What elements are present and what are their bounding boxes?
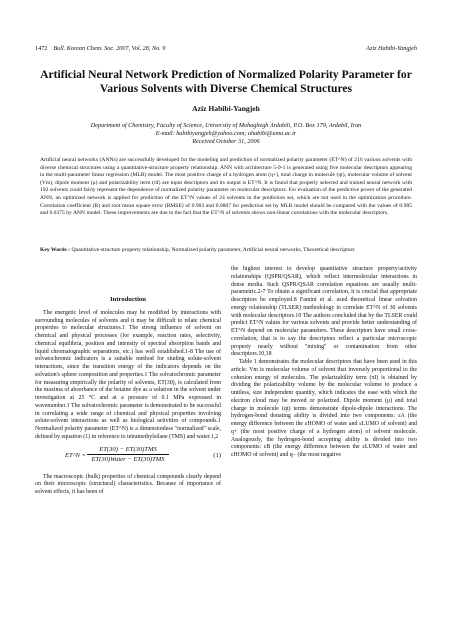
intro-paragraph-1: The energetic level of molecules may be modified by interactions with surrounding molecules of solvents and it may be difficult to relate chemical properties to molecular structures.1 The strong influence of solvent on chemical and physical processes (for example, reaction rates, selectivity, chemical equilibria, position and intensity of spectral absorption bands and liquid chromatographic separations, etc.) has well established.1-8 The use of solvatochromic indicators is a suitable method for studing solute-solvent interactions, since the transition energy of the indicators depends on the solvation's sphere composition and properties.1 The solvatochromic parameter for measuring empirically the polarity of solvents, ET(30), is calculated from the maxima of absorbance of the betaine dye as a solution in the solvent under investigation at 25 °C and at a pressure of 0.1 MPa expressed in wavenumber.1 The solvatochromic parameter is demonstrated to be successful in correlating a wide range of chemical and physical properties involving solute-solvent interactions as well as biological activities of compounds.1 Normalized polarity parameter (ET^N) is a dimensionless "normalized" scale, defined by equation (1) in reference to tetramethylsilane (TMS) and water.1,2 <box>35 309 221 440</box>
equation-lhs: ET^N = <box>65 451 86 459</box>
running-header <box>35 44 417 54</box>
right-paragraph-2: Table 1 demonstrates the molecular descriptors that have been used in this article. Vm is molecular volume of solvent that inversely proportional to the cohesion energy of molecules. The polarizability term (πI) is obtained by dividing the polarizability volume by the molecular volume to produce a unitless, size independent quantity, which indicates the ease with which the electron cloud may be moved or polarized. Dipole moment (μ) and total charge in molecule (qt) terms demonstrate dipole-dipole interactions. The hydrogen-bond donating ability is divided into two components: εA (the energy difference between the εHOMO of water and εLUMO of solvent) and q+ (the most positive charge of a hydrogen atom) of solvent molecule. Analogously, the hydrogen-bond accepting ability is divided into two components: εB (the energy difference between the εLUMO of water and εHOMO of solvent) and q− (the most negative <box>231 359 417 458</box>
affiliation <box>40 122 412 146</box>
equation-denominator: ET(30)Water − ET(30)TMS <box>91 456 165 464</box>
affiliation-institution: Department of Chemistry, Faculty of Science, University of Mohaghegh Ardabili, P.O. Box 179, Ardabil, Iran <box>90 122 362 129</box>
keywords-text: Quantitative-structure property relationship, Normalized polarity parameter, Artificial neural networks, Theoretical descriptors <box>71 247 355 253</box>
right-paragraph-1: the highest interest to develop quantitative structure property/activity relationships (QSPR/QSAR), which reflect intermolecular interactions in dense media. Such QSPR/QSAR correlation equations are usually multi-parametric.2-7 To obtain a significant correlation, it is crucial that appropriate descriptors be employed.8 Famini et al. used theoretical linear solvation energy relationship (TLSER) methodology to correlate ET^N of 30 solvents with molecular descriptors.10 The authors concluded that by the TLSER could predict ET^N values for various solvents and provide better understanding of ET^N depend on molecular parameters. These descriptors have small cross-correlation, that is to say the descriptors reflect a particular microscopic property nearly without "mixing" or contamination from other descriptors.10,18 <box>231 266 417 358</box>
abstract: Artificial neural networks (ANNs) are successfully developed for the modeling and prediction of normalized polarity parameter (ET^N) of 216 various solvents with diverse chemical structures using a quantitative-structure property relationship. ANN with architecture 5-9-1 is generated using five molecular descriptors appearing in the multi-parameter linear regression (MLR) model. The most positive charge of a hydrogen atom (q+), total charge in molecule (qt), molecular volume of solvent (Vm), dipole moment (μ) and polarizability term (πI) are input descriptors and its output is ET^N. It is found that properly selected and trained neural network with 192 solvents could fairly represent the dependence of normalized polarity parameter on molecular descriptors. For evaluation of the predictive power of the generated ANN, an optimized network is applied for prediction of the ET^N values of 24 solvents in the prediction set, which are not used in the optimization procedure. Correlation coefficient (R) and root mean square error (RMSE) of 0.903 and 0.0887 for prediction set by MLR model should be compared with the values of 0.985 and 0.0375 by ANN model. These improvements are due to the fact that the ET^N of solvents shows non-linear correlations with the molecular descriptors. <box>40 157 412 217</box>
equation-numerator: ET(30) − ET(30)TMS <box>87 446 169 456</box>
left-column <box>35 282 221 497</box>
right-column <box>231 266 417 460</box>
equation-number: (1) <box>213 451 221 459</box>
section-heading-introduction: Introduction <box>110 296 146 303</box>
equation-fraction <box>87 446 169 465</box>
keywords <box>40 247 412 255</box>
affiliation-email: E-mail: habibiyangjeh@yahoo.com; ahabibi@uma.ac.ir <box>155 130 297 137</box>
page-number: 1472 <box>35 45 48 52</box>
journal-citation <box>35 44 165 54</box>
journal-name: Bull. Korean Chem. Soc. 2007, Vol. 28, No. 9 <box>53 45 166 52</box>
author-name: Aziz Habibi-Yangjeh <box>192 104 260 113</box>
intro-paragraph-2: The macroscopic (bulk) properties of chemical compounds clearly depend on their microscopic (structural) characteristics. Because of importance of solvent effects, it has been of <box>35 473 221 495</box>
keywords-label: Key Words : <box>40 247 71 253</box>
running-author: Aziz Habibi-Yangjeh <box>366 45 417 52</box>
equation-1 <box>35 446 221 468</box>
paper-title: Artificial Neural Network Prediction of Normalized Polarity Parameter for Various Solvents with Diverse Chemical Structures <box>40 68 412 95</box>
received-date: Received October 31, 2006 <box>192 138 260 145</box>
